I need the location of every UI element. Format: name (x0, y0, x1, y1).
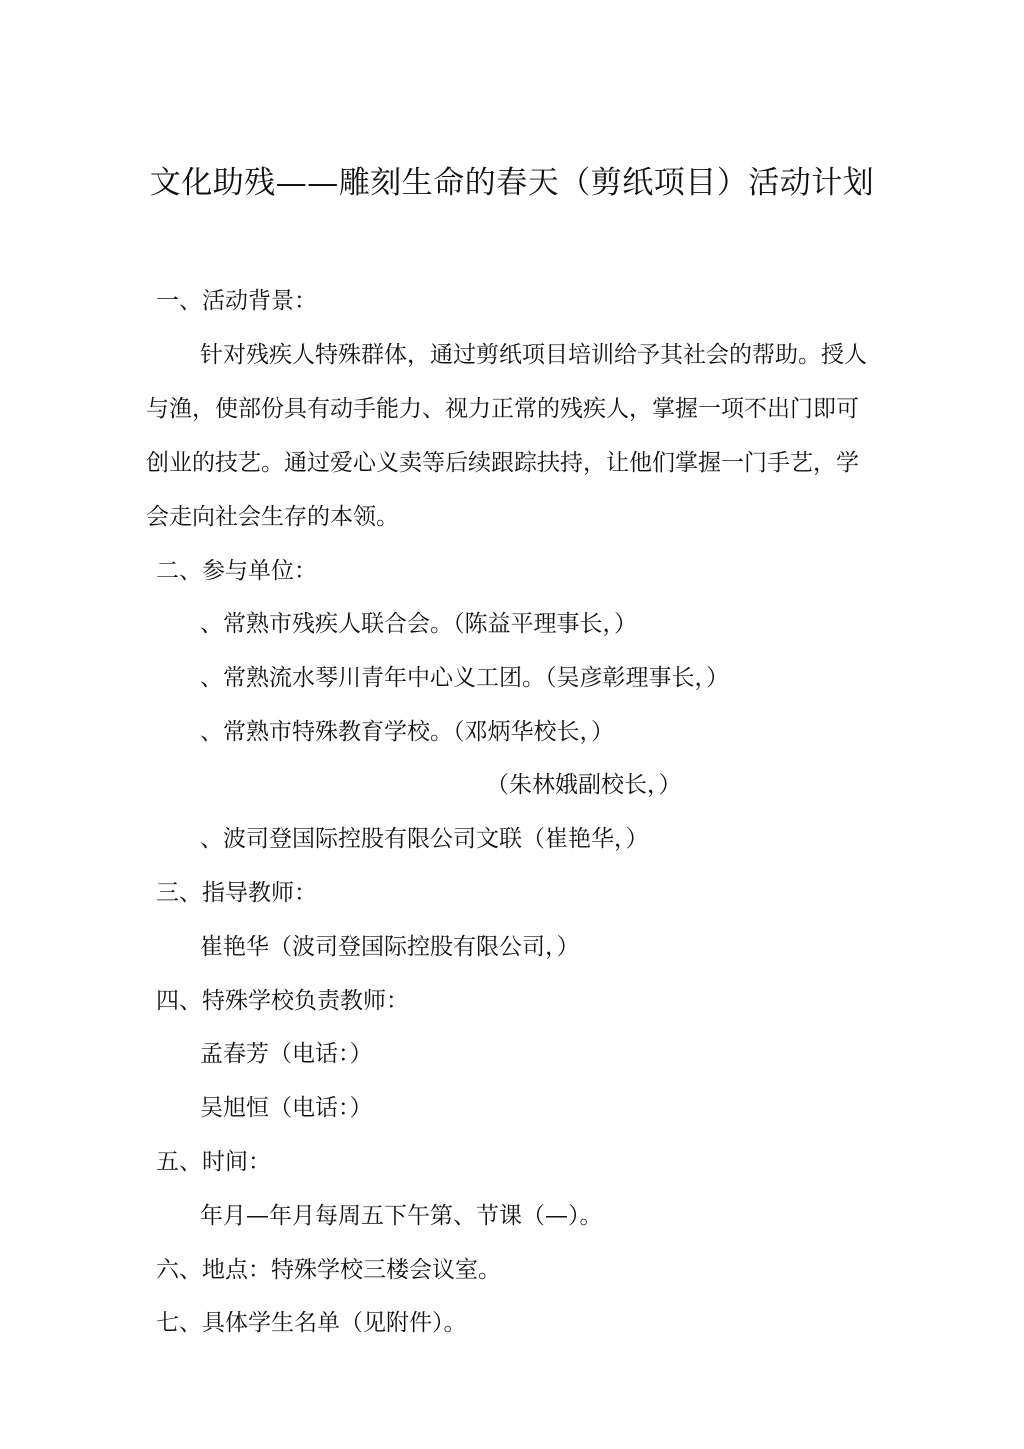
unit-item-continued: （朱林娥副校长，） (486, 772, 682, 798)
section-heading-school-teachers: 四、特殊学校负责教师： (156, 988, 409, 1014)
paragraph-line: 与渔，使部份具有动手能力、视力正常的残疾人，掌握一项不出门即可 (146, 396, 859, 422)
school-teacher-item: 吴旭恒（电话：） (200, 1095, 373, 1121)
document-title: 文化助残——雕刻生命的春天（剪纸项目）活动计划 (149, 165, 875, 201)
section-heading-background: 一、活动背景： (156, 288, 317, 314)
section-heading-teacher: 三、指导教师： (156, 880, 317, 906)
teacher-item: 崔艳华（波司登国际控股有限公司，） (200, 934, 580, 960)
section-heading-students: 七、具体学生名单（见附件）。 (156, 1310, 467, 1336)
unit-item: 、常熟市特殊教育学校。（邓炳华校长，） (200, 719, 614, 745)
section-heading-place: 六、地点：特殊学校三楼会议室。 (156, 1257, 501, 1283)
unit-item: 、波司登国际控股有限公司文联（崔艳华，） (200, 826, 649, 852)
paragraph-line: 针对残疾人特殊群体，通过剪纸项目培训给予其社会的帮助。授人 (200, 342, 867, 368)
school-teacher-item: 孟春芳（电话：） (200, 1041, 373, 1067)
paragraph-line: 会走向社会生存的本领。 (146, 504, 399, 530)
time-item: 年月—年月每周五下午第、节课（—）。 (200, 1203, 603, 1229)
paragraph-line: 创业的技艺。通过爱心义卖等后续跟踪扶持，让他们掌握一门手艺，学 (146, 450, 859, 476)
unit-item: 、常熟流水琴川青年中心义工团。（吴彦彰理事长，） (200, 665, 729, 691)
section-heading-time: 五、时间： (156, 1149, 271, 1175)
section-heading-units: 二、参与单位： (156, 558, 317, 584)
unit-item: 、常熟市残疾人联合会。（陈益平理事长，） (200, 611, 637, 637)
